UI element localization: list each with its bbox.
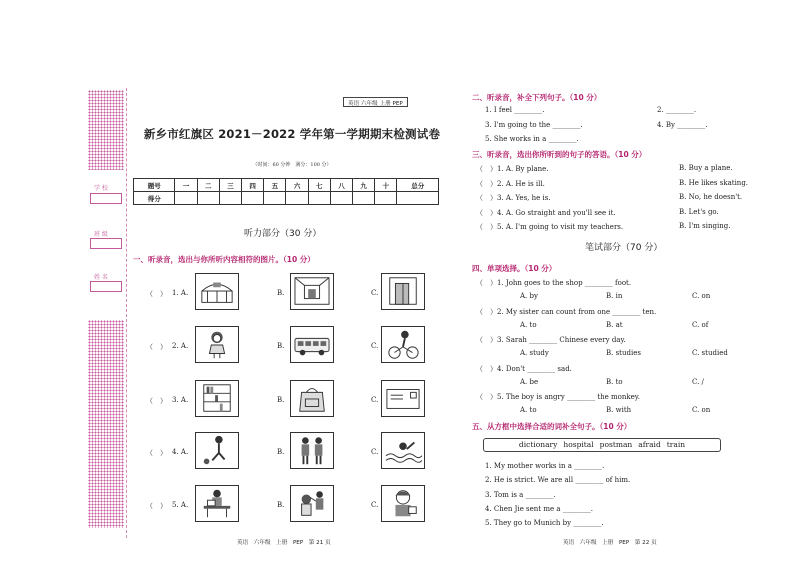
score-blank-cell[interactable] bbox=[242, 192, 264, 205]
s3-option-b: B. Let's go. bbox=[679, 207, 719, 216]
s4-question: （ ）4. Don't ________ sad. bbox=[476, 364, 572, 373]
s4-question: （ ）1. John goes to the shop ________ foot. bbox=[476, 279, 632, 287]
s4-option-c: C. of bbox=[692, 320, 709, 329]
s1-picture-c[interactable] bbox=[381, 432, 425, 469]
swimmer-icon bbox=[382, 433, 424, 468]
s1-option-b: B. bbox=[277, 448, 285, 456]
school-field[interactable] bbox=[90, 193, 122, 204]
s4-option-a: A. to bbox=[520, 320, 537, 329]
s1-picture-a[interactable] bbox=[195, 273, 239, 310]
s2-item-5: 5. She works in a ________. bbox=[485, 135, 579, 143]
s5-item: 2. He is strict. We are all ________ of him. bbox=[485, 476, 631, 485]
s4-option-c: C. on bbox=[692, 292, 711, 300]
s5-item: 5. They go to Munich by ________. bbox=[485, 519, 604, 528]
office-worker-icon bbox=[196, 486, 238, 521]
s4-option-c: C. on bbox=[692, 406, 711, 414]
doorway-icon bbox=[382, 274, 424, 309]
schoolbag-icon bbox=[291, 381, 333, 416]
s4-option-a: A. study bbox=[520, 349, 549, 357]
room-icon bbox=[291, 274, 333, 309]
dot-pattern-top bbox=[88, 90, 124, 170]
s1-paren[interactable]: （ ） bbox=[146, 343, 167, 351]
s3-question: （ ）3. A. Yes, he is. bbox=[476, 194, 551, 202]
soccer-player-icon bbox=[196, 433, 238, 468]
s4-option-b: B. with bbox=[606, 406, 632, 414]
score-header-cell: 三 bbox=[219, 179, 241, 192]
s1-picture-b[interactable] bbox=[290, 380, 334, 417]
s2-item-3: 3. I'm going to the ________. bbox=[485, 121, 583, 129]
score-header-cell: 五 bbox=[264, 179, 286, 192]
dot-pattern-bottom bbox=[88, 320, 124, 528]
s1-paren[interactable]: （ ） bbox=[146, 290, 167, 298]
score-blank-cell[interactable] bbox=[308, 192, 330, 205]
postman-icon bbox=[382, 486, 424, 521]
score-header-cell: 八 bbox=[330, 179, 352, 192]
s1-picture-b[interactable] bbox=[290, 432, 334, 469]
s1-option-c: C. bbox=[371, 342, 379, 350]
s1-picture-b[interactable] bbox=[290, 273, 334, 310]
score-header-row bbox=[134, 179, 439, 192]
listening-title: 听力部分（30 分） bbox=[244, 229, 322, 239]
s3-question: （ ）1. A. By plane. bbox=[476, 165, 549, 173]
side-label-name: 姓 名 bbox=[94, 274, 108, 281]
score-label-cell: 得分 bbox=[134, 192, 175, 205]
score-value-row bbox=[134, 192, 439, 205]
s3-option-b: B. No, he doesn't. bbox=[679, 193, 743, 201]
score-header-cell: 六 bbox=[286, 179, 308, 192]
score-header-cell: 十 bbox=[375, 179, 397, 192]
s1-option-c: C. bbox=[371, 448, 379, 456]
s3-option-b: B. He likes skating. bbox=[679, 178, 749, 187]
s1-paren[interactable]: （ ） bbox=[146, 502, 167, 510]
s4-question: （ ）2. My sister can count from one ________ ten. bbox=[476, 307, 657, 316]
s1-question-number: 2. A. bbox=[172, 342, 189, 350]
s1-picture-c[interactable] bbox=[381, 485, 425, 522]
s1-picture-b[interactable] bbox=[290, 485, 334, 522]
s1-picture-a[interactable] bbox=[195, 326, 239, 363]
score-header-cell: 七 bbox=[308, 179, 330, 192]
score-header-cell: 题号 bbox=[134, 179, 175, 192]
stadium-icon bbox=[196, 274, 238, 309]
word-bank-item: afraid bbox=[638, 440, 661, 449]
s4-option-c: C. / bbox=[692, 377, 704, 386]
s1-question-number: 5. A. bbox=[172, 501, 189, 509]
s1-picture-c[interactable] bbox=[381, 380, 425, 417]
s2-item-1: 1. I feel ________. bbox=[485, 106, 545, 114]
word-bank-item: train bbox=[666, 440, 686, 449]
s4-option-b: B. studies bbox=[606, 349, 641, 357]
score-blank-cell[interactable] bbox=[264, 192, 286, 205]
word-bank-item: hospital bbox=[563, 440, 594, 449]
s1-picture-a[interactable] bbox=[195, 432, 239, 469]
s3-question: （ ）2. A. He is ill. bbox=[476, 179, 545, 188]
page-title: 新乡市红旗区 2021－2022 学年第一学期期末检测试卷 bbox=[143, 127, 441, 141]
s4-option-c: C. studied bbox=[692, 349, 728, 357]
side-label-class: 班 级 bbox=[94, 231, 108, 238]
s1-picture-b[interactable] bbox=[290, 326, 334, 363]
bus-icon bbox=[291, 327, 333, 362]
score-blank-cell[interactable] bbox=[197, 192, 219, 205]
side-label-school: 学 校 bbox=[94, 185, 108, 192]
s3-option-b: B. I'm singing. bbox=[679, 222, 731, 230]
score-blank-cell[interactable] bbox=[330, 192, 352, 205]
s1-option-b: B. bbox=[277, 342, 285, 350]
score-blank-cell[interactable] bbox=[286, 192, 308, 205]
s4-option-a: A. be bbox=[520, 377, 539, 386]
score-header-cell: 总分 bbox=[397, 179, 439, 192]
s1-option-c: C. bbox=[371, 289, 379, 297]
s1-question-number: 1. A. bbox=[172, 289, 189, 297]
s4-question: （ ）5. The boy is angry ________ the monkey. bbox=[476, 393, 640, 401]
class-field[interactable] bbox=[90, 238, 122, 249]
score-table bbox=[133, 178, 439, 205]
word-bank bbox=[483, 438, 721, 452]
word-bank-item: postman bbox=[599, 440, 633, 449]
s1-option-b: B. bbox=[277, 501, 285, 509]
section5-title: 五、从方框中选择合适的词补全句子。（10 分） bbox=[472, 422, 632, 431]
s5-item: 4. Chen Jie sent me a ________. bbox=[485, 504, 593, 513]
s3-question: （ ）5. A. I'm going to visit my teachers. bbox=[476, 223, 624, 231]
name-field[interactable] bbox=[90, 281, 122, 292]
s1-picture-a[interactable] bbox=[195, 485, 239, 522]
s4-option-a: A. to bbox=[520, 406, 537, 414]
s1-question-number: 4. A. bbox=[172, 448, 189, 456]
score-blank-cell[interactable] bbox=[353, 192, 375, 205]
girl-icon bbox=[196, 327, 238, 362]
cyclist-icon bbox=[382, 327, 424, 362]
s4-question: （ ）3. Sarah ________ Chinese every day. bbox=[476, 336, 626, 344]
score-header-cell: 一 bbox=[175, 179, 197, 192]
score-header-cell: 二 bbox=[197, 179, 219, 192]
envelope-icon bbox=[382, 381, 424, 416]
s2-item-4: 4. By ________. bbox=[657, 121, 708, 129]
footer-left: 英语 六年级 上册 PEP 第 21 页 bbox=[237, 540, 331, 546]
header-tag: 英语 六年级 上册 PEP bbox=[343, 97, 408, 107]
s1-paren[interactable]: （ ） bbox=[146, 449, 167, 457]
word-bank-item: dictionary bbox=[518, 440, 558, 449]
s1-option-b: B. bbox=[277, 289, 285, 297]
s3-question: （ ）4. A. Go straight and you'll see it. bbox=[476, 208, 616, 217]
score-blank-cell[interactable] bbox=[397, 192, 439, 205]
bookcase-icon bbox=[196, 381, 238, 416]
two-men-icon bbox=[291, 433, 333, 468]
s4-option-b: B. in bbox=[606, 292, 623, 300]
s2-item-2: 2. ________. bbox=[657, 106, 697, 114]
score-header-cell: 四 bbox=[242, 179, 264, 192]
written-title: 笔试部分（70 分） bbox=[585, 243, 663, 253]
section1-title: 一、听录音，选出与你所听内容相符的图片。（10 分） bbox=[133, 255, 315, 264]
s1-question-number: 3. A. bbox=[172, 396, 189, 404]
score-blank-cell[interactable] bbox=[175, 192, 197, 205]
section4-title: 四、单项选择。（10 分） bbox=[472, 264, 557, 273]
s1-picture-a[interactable] bbox=[195, 380, 239, 417]
s4-option-b: B. to bbox=[606, 377, 623, 386]
s1-picture-c[interactable] bbox=[381, 273, 425, 310]
s4-option-b: B. at bbox=[606, 320, 623, 329]
section2-title: 二、听录音，补全下列句子。（10 分） bbox=[472, 93, 602, 102]
fold-line bbox=[126, 88, 127, 538]
footer-right: 英语 六年级 上册 PEP 第 22 页 bbox=[563, 540, 657, 546]
s1-option-c: C. bbox=[371, 396, 379, 404]
s1-option-b: B. bbox=[277, 396, 285, 404]
s5-item: 3. Tom is a ________. bbox=[485, 490, 556, 499]
score-header-cell: 九 bbox=[353, 179, 375, 192]
exam-subtitle: （时间：60 分钟 满分：100 分） bbox=[252, 162, 332, 168]
section3-title: 三、听录音，选出你所听到的句子的答语。（10 分） bbox=[472, 150, 647, 159]
s1-option-c: C. bbox=[371, 501, 379, 509]
hairdresser-icon bbox=[291, 486, 333, 521]
s4-option-a: A. by bbox=[520, 292, 538, 300]
score-blank-cell[interactable] bbox=[219, 192, 241, 205]
score-blank-cell[interactable] bbox=[375, 192, 397, 205]
s5-item: 1. My mother works in a ________. bbox=[485, 462, 605, 470]
s1-picture-c[interactable] bbox=[381, 326, 425, 363]
s1-paren[interactable]: （ ） bbox=[146, 397, 167, 405]
s3-option-b: B. Buy a plane. bbox=[679, 164, 733, 172]
